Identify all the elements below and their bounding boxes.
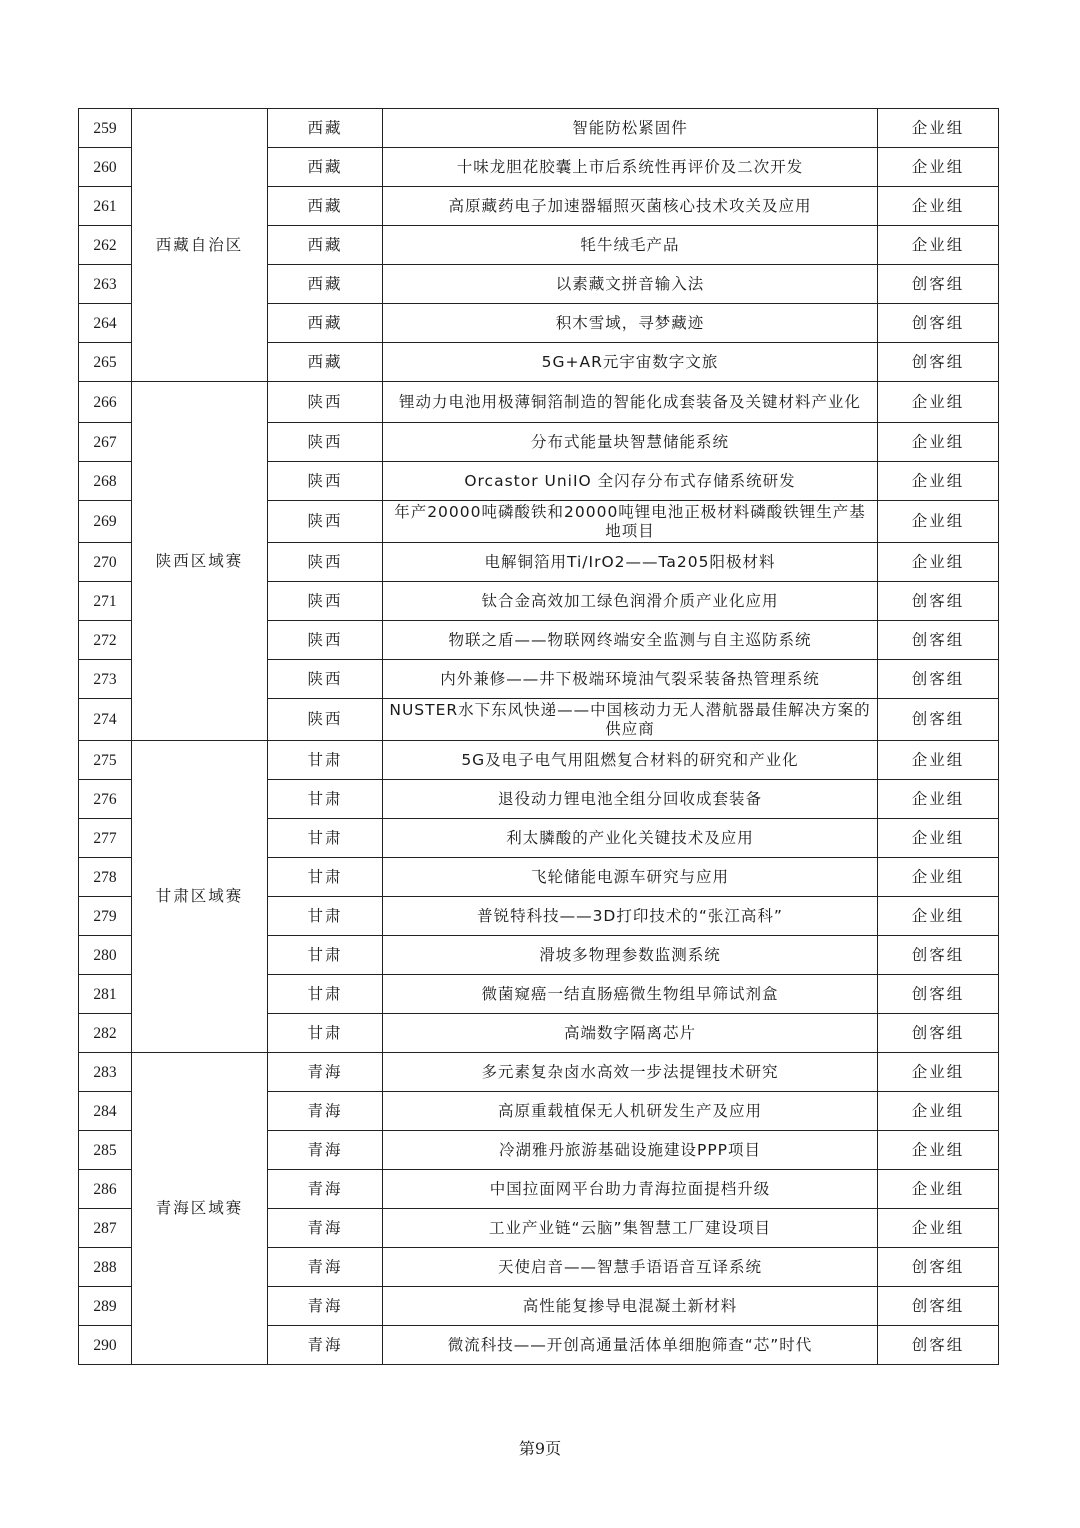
project-name: 微菌窥癌一结直肠癌微生物组早筛试剂盒 xyxy=(383,975,878,1014)
row-number: 282 xyxy=(79,1014,132,1053)
province: 青海 xyxy=(268,1209,383,1248)
group-category: 企业组 xyxy=(878,543,999,582)
project-name: NUSTER水下东风快递——中国核动力无人潜航器最佳解决方案的供应商 xyxy=(383,699,878,741)
project-name: 高原重载植保无人机研发生产及应用 xyxy=(383,1092,878,1131)
province: 甘肃 xyxy=(268,1014,383,1053)
row-number: 266 xyxy=(79,382,132,423)
project-name: 工业产业链“云脑”集智慧工厂建设项目 xyxy=(383,1209,878,1248)
group-category: 创客组 xyxy=(878,1287,999,1326)
project-name: 分布式能量块智慧储能系统 xyxy=(383,423,878,462)
row-number: 275 xyxy=(79,741,132,780)
row-number: 262 xyxy=(79,226,132,265)
project-name: 十味龙胆花胶囊上市后系统性再评价及二次开发 xyxy=(383,148,878,187)
group-category: 企业组 xyxy=(878,187,999,226)
province: 西藏 xyxy=(268,343,383,382)
group-category: 企业组 xyxy=(878,1131,999,1170)
table-row xyxy=(79,382,999,423)
group-category: 创客组 xyxy=(878,975,999,1014)
table-row xyxy=(79,109,999,148)
project-name: 年产20000吨磷酸铁和20000吨锂电池正极材料磷酸铁锂生产基地项目 xyxy=(383,501,878,543)
province: 西藏 xyxy=(268,265,383,304)
group-category: 企业组 xyxy=(878,819,999,858)
row-number: 288 xyxy=(79,1248,132,1287)
province: 青海 xyxy=(268,1092,383,1131)
group-category: 创客组 xyxy=(878,343,999,382)
project-name: 高性能复掺导电混凝土新材料 xyxy=(383,1287,878,1326)
project-name: 积木雪域，寻梦藏迹 xyxy=(383,304,878,343)
group-category: 企业组 xyxy=(878,780,999,819)
row-number: 284 xyxy=(79,1092,132,1131)
project-table xyxy=(78,108,999,1365)
province: 青海 xyxy=(268,1131,383,1170)
project-name: 内外兼修——井下极端环境油气裂采装备热管理系统 xyxy=(383,660,878,699)
province: 陕西 xyxy=(268,501,383,543)
region-name: 青海区域赛 xyxy=(132,1053,268,1365)
province: 西藏 xyxy=(268,148,383,187)
group-category: 创客组 xyxy=(878,1326,999,1365)
project-name: 利太膦酸的产业化关键技术及应用 xyxy=(383,819,878,858)
region-name: 甘肃区域赛 xyxy=(132,741,268,1053)
group-category: 企业组 xyxy=(878,1053,999,1092)
row-number: 263 xyxy=(79,265,132,304)
province: 甘肃 xyxy=(268,897,383,936)
page-number: 第9页 xyxy=(518,1439,562,1458)
province: 陕西 xyxy=(268,621,383,660)
row-number: 273 xyxy=(79,660,132,699)
group-category: 企业组 xyxy=(878,897,999,936)
row-number: 281 xyxy=(79,975,132,1014)
project-name: 高端数字隔离芯片 xyxy=(383,1014,878,1053)
group-category: 企业组 xyxy=(878,1092,999,1131)
group-category: 创客组 xyxy=(878,265,999,304)
table-body xyxy=(79,109,999,1365)
project-name: 普锐特科技——3D打印技术的“张江高科” xyxy=(383,897,878,936)
project-name: 多元素复杂卤水高效一步法提锂技术研究 xyxy=(383,1053,878,1092)
province: 陕西 xyxy=(268,543,383,582)
province: 西藏 xyxy=(268,187,383,226)
row-number: 276 xyxy=(79,780,132,819)
project-name: 电解铜箔用Ti/IrO2——Ta205阳极材料 xyxy=(383,543,878,582)
province: 甘肃 xyxy=(268,780,383,819)
row-number: 277 xyxy=(79,819,132,858)
group-category: 创客组 xyxy=(878,660,999,699)
project-name: 以素藏文拼音输入法 xyxy=(383,265,878,304)
province: 西藏 xyxy=(268,109,383,148)
province: 陕西 xyxy=(268,382,383,423)
group-category: 企业组 xyxy=(878,226,999,265)
province: 西藏 xyxy=(268,226,383,265)
project-name: 微流科技——开创高通量活体单细胞筛查“芯”时代 xyxy=(383,1326,878,1365)
row-number: 270 xyxy=(79,543,132,582)
project-name: 冷湖雅丹旅游基础设施建设PPP项目 xyxy=(383,1131,878,1170)
row-number: 278 xyxy=(79,858,132,897)
project-name: 牦牛绒毛产品 xyxy=(383,226,878,265)
project-name: 天使启音——智慧手语语音互译系统 xyxy=(383,1248,878,1287)
region-name: 陕西区域赛 xyxy=(132,382,268,741)
project-name: 钛合金高效加工绿色润滑介质产业化应用 xyxy=(383,582,878,621)
row-number: 285 xyxy=(79,1131,132,1170)
province: 青海 xyxy=(268,1248,383,1287)
group-category: 企业组 xyxy=(878,501,999,543)
row-number: 280 xyxy=(79,936,132,975)
row-number: 287 xyxy=(79,1209,132,1248)
group-category: 创客组 xyxy=(878,936,999,975)
province: 陕西 xyxy=(268,660,383,699)
row-number: 272 xyxy=(79,621,132,660)
province: 陕西 xyxy=(268,423,383,462)
row-number: 261 xyxy=(79,187,132,226)
group-category: 企业组 xyxy=(878,1170,999,1209)
row-number: 286 xyxy=(79,1170,132,1209)
province: 甘肃 xyxy=(268,936,383,975)
project-name: 物联之盾——物联网终端安全监测与自主巡防系统 xyxy=(383,621,878,660)
region-name: 西藏自治区 xyxy=(132,109,268,382)
province: 陕西 xyxy=(268,582,383,621)
group-category: 创客组 xyxy=(878,304,999,343)
group-category: 企业组 xyxy=(878,858,999,897)
row-number: 283 xyxy=(79,1053,132,1092)
project-name: 智能防松紧固件 xyxy=(383,109,878,148)
row-number: 260 xyxy=(79,148,132,187)
group-category: 创客组 xyxy=(878,1248,999,1287)
group-category: 企业组 xyxy=(878,382,999,423)
group-category: 创客组 xyxy=(878,621,999,660)
table-row xyxy=(79,1053,999,1092)
row-number: 271 xyxy=(79,582,132,621)
project-name: 滑坡多物理参数监测系统 xyxy=(383,936,878,975)
project-name: 高原藏药电子加速器辐照灭菌核心技术攻关及应用 xyxy=(383,187,878,226)
group-category: 企业组 xyxy=(878,423,999,462)
group-category: 创客组 xyxy=(878,582,999,621)
project-name: 飞轮储能电源车研究与应用 xyxy=(383,858,878,897)
project-name: 中国拉面网平台助力青海拉面提档升级 xyxy=(383,1170,878,1209)
project-name: 锂动力电池用极薄铜箔制造的智能化成套装备及关键材料产业化 xyxy=(383,382,878,423)
row-number: 268 xyxy=(79,462,132,501)
group-category: 创客组 xyxy=(878,1014,999,1053)
group-category: 企业组 xyxy=(878,741,999,780)
row-number: 269 xyxy=(79,501,132,543)
province: 甘肃 xyxy=(268,819,383,858)
row-number: 289 xyxy=(79,1287,132,1326)
province: 陕西 xyxy=(268,462,383,501)
row-number: 274 xyxy=(79,699,132,741)
province: 青海 xyxy=(268,1287,383,1326)
province: 青海 xyxy=(268,1326,383,1365)
project-name: Orcastor UniIO 全闪存分布式存储系统研发 xyxy=(383,462,878,501)
province: 西藏 xyxy=(268,304,383,343)
group-category: 企业组 xyxy=(878,462,999,501)
project-name: 5G+AR元宇宙数字文旅 xyxy=(383,343,878,382)
project-name: 5G及电子电气用阻燃复合材料的研究和产业化 xyxy=(383,741,878,780)
group-category: 企业组 xyxy=(878,148,999,187)
group-category: 企业组 xyxy=(878,1209,999,1248)
province: 甘肃 xyxy=(268,975,383,1014)
province: 青海 xyxy=(268,1053,383,1092)
row-number: 279 xyxy=(79,897,132,936)
project-name: 退役动力锂电池全组分回收成套装备 xyxy=(383,780,878,819)
group-category: 创客组 xyxy=(878,699,999,741)
row-number: 259 xyxy=(79,109,132,148)
province: 青海 xyxy=(268,1170,383,1209)
province: 甘肃 xyxy=(268,858,383,897)
row-number: 267 xyxy=(79,423,132,462)
row-number: 265 xyxy=(79,343,132,382)
row-number: 290 xyxy=(79,1326,132,1365)
group-category: 企业组 xyxy=(878,109,999,148)
province: 甘肃 xyxy=(268,741,383,780)
row-number: 264 xyxy=(79,304,132,343)
province: 陕西 xyxy=(268,699,383,741)
table-row xyxy=(79,741,999,780)
